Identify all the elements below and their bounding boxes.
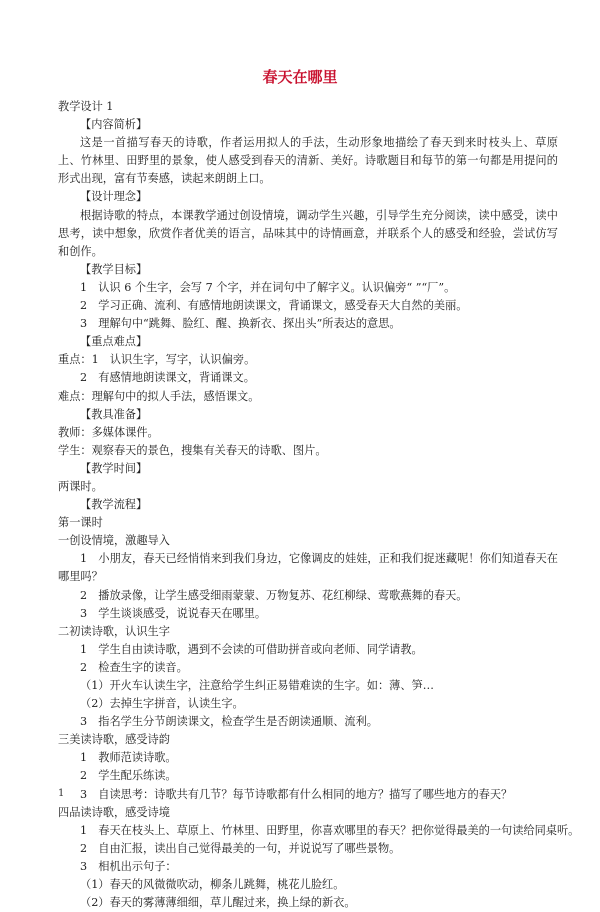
step-item: 3 指名学生分节朗读课文，检查学生是否朗读通顺、流利。 <box>80 715 378 729</box>
design-label: 教学设计 1 <box>58 100 114 113</box>
step-item: 2 检查生字的读音。 <box>80 660 188 674</box>
page-number: 1 <box>58 788 65 799</box>
step-item: 2 自由汇报，读出自己觉得最美的一句，并说说写了哪些景物。 <box>80 841 401 855</box>
step-item: （1）开火车认读生字，注意给学生纠正易错难读的生字。如：薄、笋… <box>80 679 434 692</box>
step-title: 一创设情境，激趣导入 <box>58 534 170 548</box>
lesson-label: 第一课时 <box>58 516 103 530</box>
goal-item: 1 认识 6 个生字，会写 7 个字，并在词句中了解字义。认识偏旁“ ”“厂”。 <box>80 280 456 294</box>
section-heading-prep: 【教具准备】 <box>80 407 148 421</box>
step-item: 3 自读思考：诗歌共有几节？每节诗歌都有什么相同的地方？描写了哪些地方的春天？ <box>80 787 513 801</box>
goal-item: 2 学习正确、流利、有感情地朗读课文，背诵课文，感受春天大自然的美丽。 <box>80 299 468 313</box>
section-heading-goals: 【教学目标】 <box>80 262 148 276</box>
section-heading-flow: 【教学流程】 <box>80 498 148 512</box>
step-item: 1 学生自由读诗歌，遇到不会读的可借助拼音或向老师、同学请教。 <box>80 642 423 656</box>
step-item: 2 学生配乐练读。 <box>80 769 177 783</box>
section-heading-concept: 【设计理念】 <box>80 190 148 204</box>
keypoint-item: 难点：理解句中的拟人手法，感悟课文。 <box>58 389 260 403</box>
section-heading-time: 【教学时间】 <box>80 461 148 475</box>
step-item: 1 春天在枝头上、草原上、竹林里、田野里，你喜欢哪里的春天？把你觉得最美的一句读给同桌听。 <box>80 823 580 837</box>
prep-item: 学生：观察春天的景色，搜集有关春天的诗歌、图片。 <box>58 443 327 457</box>
step-title: 三美读诗歌，感受诗韵 <box>58 733 170 747</box>
step-item: 3 学生谈谈感受，说说春天在哪里。 <box>80 606 267 620</box>
step-item: （2）去掉生字拼音，认读生字。 <box>80 697 244 711</box>
step-item: 1 小朋友，春天已经悄悄来到我们身边，它像调皮的娃娃，正和我们捉迷藏呢！你们知道春天在哪里吗？ <box>58 552 558 584</box>
section-heading-keypoints: 【重点难点】 <box>80 335 148 349</box>
concept-paragraph: 根据诗歌的特点，本课教学通过创设情境，调动学生兴趣，引导学生充分阅读，读中感受，读中思考，读中想象，欣赏作者优美的语言，品味其中的诗情画意，并联系个人的感受和经验，尝试仿写和创作。 <box>58 208 558 258</box>
section-heading-summary: 【内容简析】 <box>80 118 148 132</box>
document-body <box>58 98 580 912</box>
time-text: 两课时。 <box>58 479 103 493</box>
step-title: 二初读诗歌，认识生字 <box>58 624 170 638</box>
prep-item: 教师：多媒体课件。 <box>58 425 159 439</box>
step-item: 2 播放录像，让学生感受细雨蒙蒙、万物复苏、花红柳绿、莺歌燕舞的春天。 <box>80 588 468 602</box>
keypoint-item: 2 有感情地朗读课文，背诵课文。 <box>80 371 255 385</box>
page-title: 春天在哪里 <box>262 68 338 86</box>
step-item: （2）春天的雾薄薄细细，草儿醒过来，换上绿的新衣。 <box>80 896 356 910</box>
step-item: （1）春天的风微微吹动，柳条儿跳舞，桃花儿脸红。 <box>80 878 345 892</box>
step-item: 1 教师范读诗歌。 <box>80 751 177 765</box>
step-item: 3 相机出示句子： <box>80 859 177 873</box>
step-title: 四品读诗歌，感受诗境 <box>58 805 170 819</box>
goal-item: 3 理解句中“跳舞、脸红、醒、换新衣、探出头”所表达的意思。 <box>80 317 401 331</box>
keypoint-item: 重点：1 认识生字，写字，认识偏旁。 <box>58 353 256 367</box>
summary-paragraph: 这是一首描写春天的诗歌，作者运用拟人的手法，生动形象地描绘了春天到来时枝头上、草原上、竹林里、田野里的景象，使人感受到春天的清新、美好。诗歌题目和每节的第一句都是用提问的形式出现，富有节奏感，读起来朗朗上口。 <box>58 136 558 186</box>
